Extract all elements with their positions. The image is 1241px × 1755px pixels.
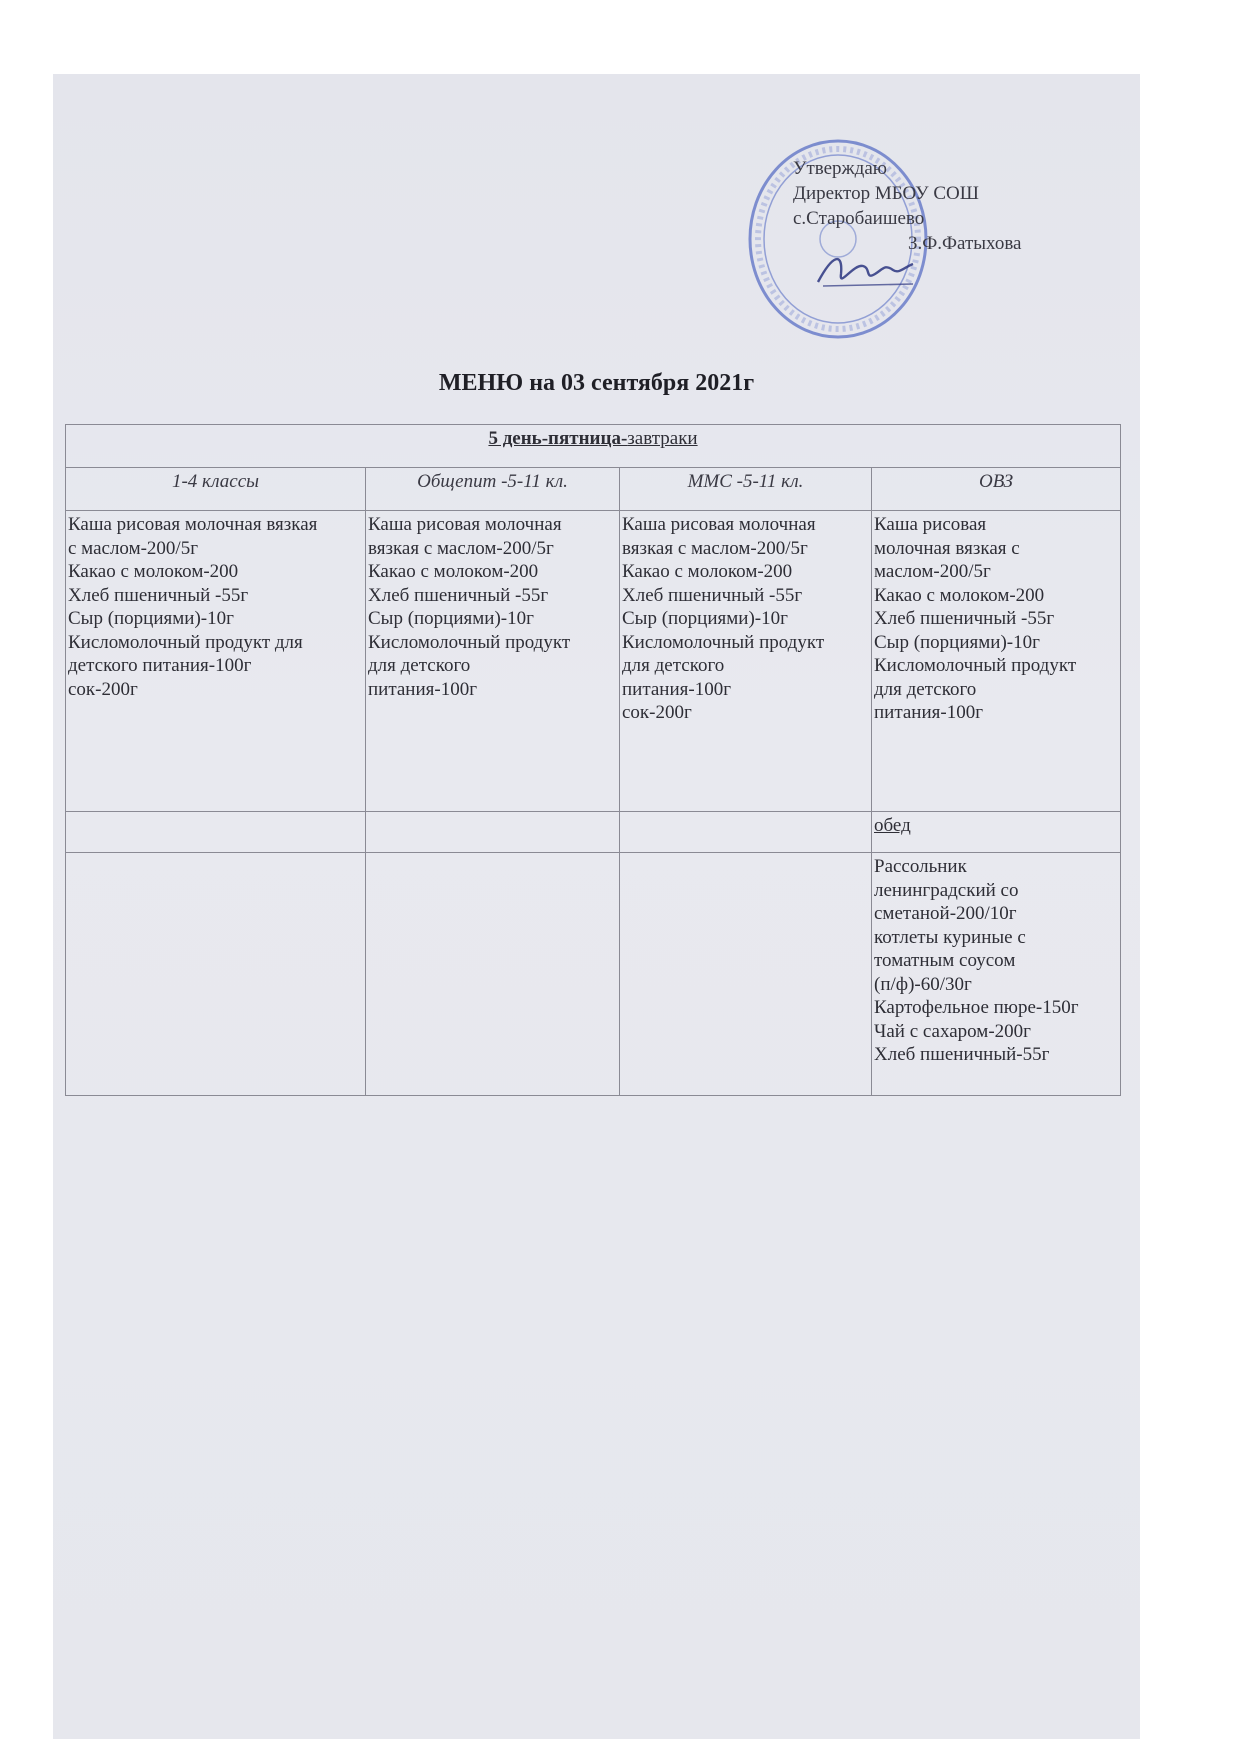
breakfast-item: Каша рисовая молочная: [368, 514, 562, 535]
breakfast-item: Хлеб пшеничный -55г: [622, 584, 803, 606]
lunch-item: Чай с сахаром-200г: [874, 1020, 1031, 1042]
breakfast-item: вязкая с маслом-200/5г: [622, 537, 808, 559]
empty-cell: [366, 812, 620, 853]
column-header-1-4: 1-4 классы: [66, 468, 366, 511]
breakfast-item: детского питания-100г: [68, 655, 252, 676]
breakfast-item: сок-200г: [622, 702, 692, 723]
empty-cell: [620, 812, 872, 853]
empty-cell: [66, 812, 366, 853]
lunch-item: ленинградский со: [874, 879, 1019, 901]
breakfast-item: Какао с молоком-200: [874, 584, 1045, 606]
breakfast-item: питания-100г: [368, 678, 477, 700]
approval-line-3: с.Старобаишево: [793, 208, 925, 229]
breakfast-item: Какао с молоком-200: [368, 561, 539, 582]
signatory-name: З.Ф.Фатыхова: [908, 233, 1022, 254]
lunch-cell-ovz: [872, 853, 1121, 1096]
day-label-part1: 5 день-пятница-: [488, 428, 628, 449]
breakfast-item: Сыр (порциями)-10г: [68, 608, 234, 629]
breakfast-item: Сыр (порциями)-10г: [622, 608, 788, 629]
breakfast-cell-ovz: [872, 511, 1121, 812]
breakfast-item: для детского: [368, 655, 471, 676]
approval-line-1: Утверждаю: [793, 158, 887, 179]
breakfast-item: маслом-200/5г: [874, 561, 991, 582]
menu-table: [65, 424, 1121, 1096]
breakfast-item: с маслом-200/5г: [68, 537, 198, 559]
breakfast-item: Каша рисовая молочная вязкая: [68, 514, 318, 535]
breakfast-item: молочная вязкая с: [874, 537, 1020, 559]
breakfast-row: [66, 511, 1121, 812]
column-header-mms: ММС -5-11 кл.: [620, 468, 872, 511]
lunch-item: котлеты куриные с: [874, 926, 1026, 948]
breakfast-item: Хлеб пшеничный -55г: [68, 584, 249, 606]
document-sheet: [53, 74, 1140, 1739]
day-header-row: [66, 425, 1121, 468]
empty-cell: [620, 853, 872, 1096]
breakfast-item: Хлеб пшеничный -55г: [368, 584, 549, 606]
lunch-item: Картофельное пюре-150г: [874, 997, 1079, 1018]
breakfast-cell-mms: [620, 511, 872, 812]
lunch-item: Рассольник: [874, 856, 967, 877]
breakfast-item: Какао с молоком-200: [622, 561, 793, 582]
breakfast-cell-1-4: [66, 511, 366, 812]
breakfast-cell-obshchepit: [366, 511, 620, 812]
day-label: [488, 428, 697, 449]
breakfast-item: Сыр (порциями)-10г: [368, 608, 534, 629]
breakfast-item: для детского: [874, 678, 977, 700]
breakfast-item: вязкая с маслом-200/5г: [368, 537, 554, 559]
signatory-line: [793, 231, 1093, 256]
breakfast-item: Какао с молоком-200: [68, 561, 239, 582]
breakfast-item: Каша рисовая молочная: [622, 514, 816, 535]
breakfast-item: Кисломолочный продукт: [622, 631, 825, 653]
breakfast-item: Кисломолочный продукт для: [68, 631, 303, 653]
lunch-label-cell: [872, 812, 1121, 853]
column-header-obshchepit: Общепит -5-11 кл.: [366, 468, 620, 511]
lunch-label: обед: [874, 815, 911, 836]
approval-block: [793, 156, 1093, 256]
approval-line-2: Директор МБОУ СОШ: [793, 183, 979, 204]
breakfast-item: Кисломолочный продукт: [874, 655, 1077, 676]
column-header-ovz: ОВЗ: [872, 468, 1121, 511]
breakfast-item: Хлеб пшеничный -55г: [874, 608, 1055, 629]
breakfast-item: Сыр (порциями)-10г: [874, 631, 1040, 653]
page-title: МЕНЮ на 03 сентября 2021г: [438, 370, 755, 396]
lunch-item: сметаной-200/10г: [874, 903, 1017, 924]
lunch-header-row: [66, 812, 1121, 853]
empty-cell: [366, 853, 620, 1096]
lunch-item: Хлеб пшеничный-55г: [874, 1044, 1050, 1065]
day-header-cell: [66, 425, 1121, 468]
column-header-row: [66, 468, 1121, 511]
day-label-part2: завтраки: [627, 428, 698, 449]
breakfast-item: питания-100г: [874, 702, 983, 723]
lunch-item: томатным соусом: [874, 950, 1016, 971]
lunch-row: [66, 853, 1121, 1096]
empty-cell: [66, 853, 366, 1096]
breakfast-item: для детского: [622, 655, 725, 676]
lunch-item: (п/ф)-60/30г: [874, 973, 972, 995]
breakfast-item: Каша рисовая: [874, 514, 987, 535]
breakfast-item: питания-100г: [622, 678, 731, 700]
breakfast-item: Кисломолочный продукт: [368, 631, 571, 653]
breakfast-item: сок-200г: [68, 678, 138, 700]
